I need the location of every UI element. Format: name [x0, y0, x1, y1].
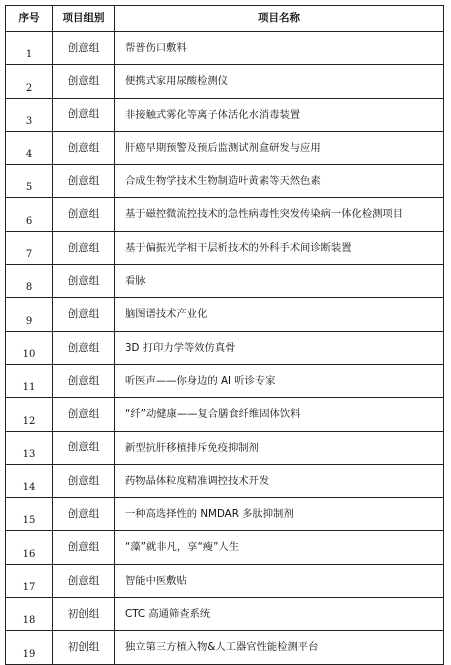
- row-group: 创意组: [53, 165, 115, 198]
- table-row: [6, 165, 444, 198]
- row-number: 7: [6, 231, 53, 264]
- header-group: 项目组别: [53, 6, 115, 32]
- row-project-name: 看脉: [115, 265, 444, 298]
- row-group: 创意组: [53, 498, 115, 531]
- table-row: [6, 32, 444, 65]
- row-project-name: 药物晶体粒度精准调控技术开发: [115, 464, 444, 497]
- row-group: 创意组: [53, 198, 115, 231]
- header-number: 序号: [6, 6, 53, 32]
- row-number: 1: [6, 32, 53, 65]
- table-row: [6, 464, 444, 497]
- row-number: 6: [6, 198, 53, 231]
- row-number: 16: [6, 531, 53, 564]
- table-row: [6, 98, 444, 131]
- row-group: 创意组: [53, 431, 115, 464]
- table-row: [6, 198, 444, 231]
- row-group: 创意组: [53, 364, 115, 397]
- table-row: [6, 131, 444, 164]
- row-number: 15: [6, 498, 53, 531]
- row-project-name: “藻”就非凡，享“瘦”人生: [115, 531, 444, 564]
- row-number: 11: [6, 364, 53, 397]
- row-number: 12: [6, 398, 53, 431]
- table-row: [6, 498, 444, 531]
- table-row: [6, 231, 444, 264]
- row-project-name: 肝癌早期预警及预后监测试剂盒研发与应用: [115, 131, 444, 164]
- row-number: 18: [6, 598, 53, 631]
- row-project-name: 基于磁控微流控技术的急性病毒性突发传染病一体化检测项目: [115, 198, 444, 231]
- table-row: [6, 398, 444, 431]
- project-table: [5, 5, 444, 665]
- row-project-name: 非接触式雾化等离子体活化水消毒装置: [115, 98, 444, 131]
- table-row: [6, 531, 444, 564]
- table-row: [6, 631, 444, 664]
- row-number: 19: [6, 631, 53, 664]
- row-group: 创意组: [53, 231, 115, 264]
- row-group: 创意组: [53, 298, 115, 331]
- row-group: 创意组: [53, 564, 115, 597]
- table-row: [6, 65, 444, 98]
- row-number: 17: [6, 564, 53, 597]
- row-number: 2: [6, 65, 53, 98]
- row-project-name: 一种高选择性的 NMDAR 多肽抑制剂: [115, 498, 444, 531]
- row-group: 创意组: [53, 265, 115, 298]
- row-number: 4: [6, 131, 53, 164]
- row-group: 创意组: [53, 331, 115, 364]
- row-number: 10: [6, 331, 53, 364]
- row-project-name: 脑图谱技术产业化: [115, 298, 444, 331]
- row-number: 14: [6, 464, 53, 497]
- header-project-name: 项目名称: [115, 6, 444, 32]
- row-project-name: CTC 高通筛查系统: [115, 598, 444, 631]
- row-number: 13: [6, 431, 53, 464]
- row-number: 8: [6, 265, 53, 298]
- row-group: 创意组: [53, 464, 115, 497]
- table-row: [6, 265, 444, 298]
- table-row: [6, 298, 444, 331]
- row-project-name: 独立第三方植入物&人工器官性能检测平台: [115, 631, 444, 664]
- row-group: 创意组: [53, 98, 115, 131]
- row-project-name: “纤”动健康——复合膳食纤维固体饮料: [115, 398, 444, 431]
- row-project-name: 3D 打印力学等效仿真骨: [115, 331, 444, 364]
- table-row: [6, 331, 444, 364]
- row-project-name: 新型抗肝移植排斥免疫抑制剂: [115, 431, 444, 464]
- table-row: [6, 364, 444, 397]
- table-row: [6, 564, 444, 597]
- row-project-name: 帮普伤口敷料: [115, 32, 444, 65]
- row-group: 创意组: [53, 65, 115, 98]
- row-project-name: 听医声——你身边的 AI 听诊专家: [115, 364, 444, 397]
- row-project-name: 合成生物学技术生物制造叶黄素等天然色素: [115, 165, 444, 198]
- row-group: 创意组: [53, 32, 115, 65]
- row-group: 创意组: [53, 131, 115, 164]
- row-number: 9: [6, 298, 53, 331]
- row-group: 创意组: [53, 531, 115, 564]
- row-group: 初创组: [53, 631, 115, 664]
- row-project-name: 基于偏振光学相干层析技术的外科手术间诊断装置: [115, 231, 444, 264]
- project-list: [5, 5, 444, 665]
- table-row: [6, 598, 444, 631]
- row-group: 创意组: [53, 398, 115, 431]
- row-number: 3: [6, 98, 53, 131]
- row-project-name: 智能中医敷贴: [115, 564, 444, 597]
- row-project-name: 便携式家用尿酸检测仪: [115, 65, 444, 98]
- row-number: 5: [6, 165, 53, 198]
- table-body: [6, 32, 444, 665]
- table-row: [6, 431, 444, 464]
- table-header-row: [6, 6, 444, 32]
- row-group: 初创组: [53, 598, 115, 631]
